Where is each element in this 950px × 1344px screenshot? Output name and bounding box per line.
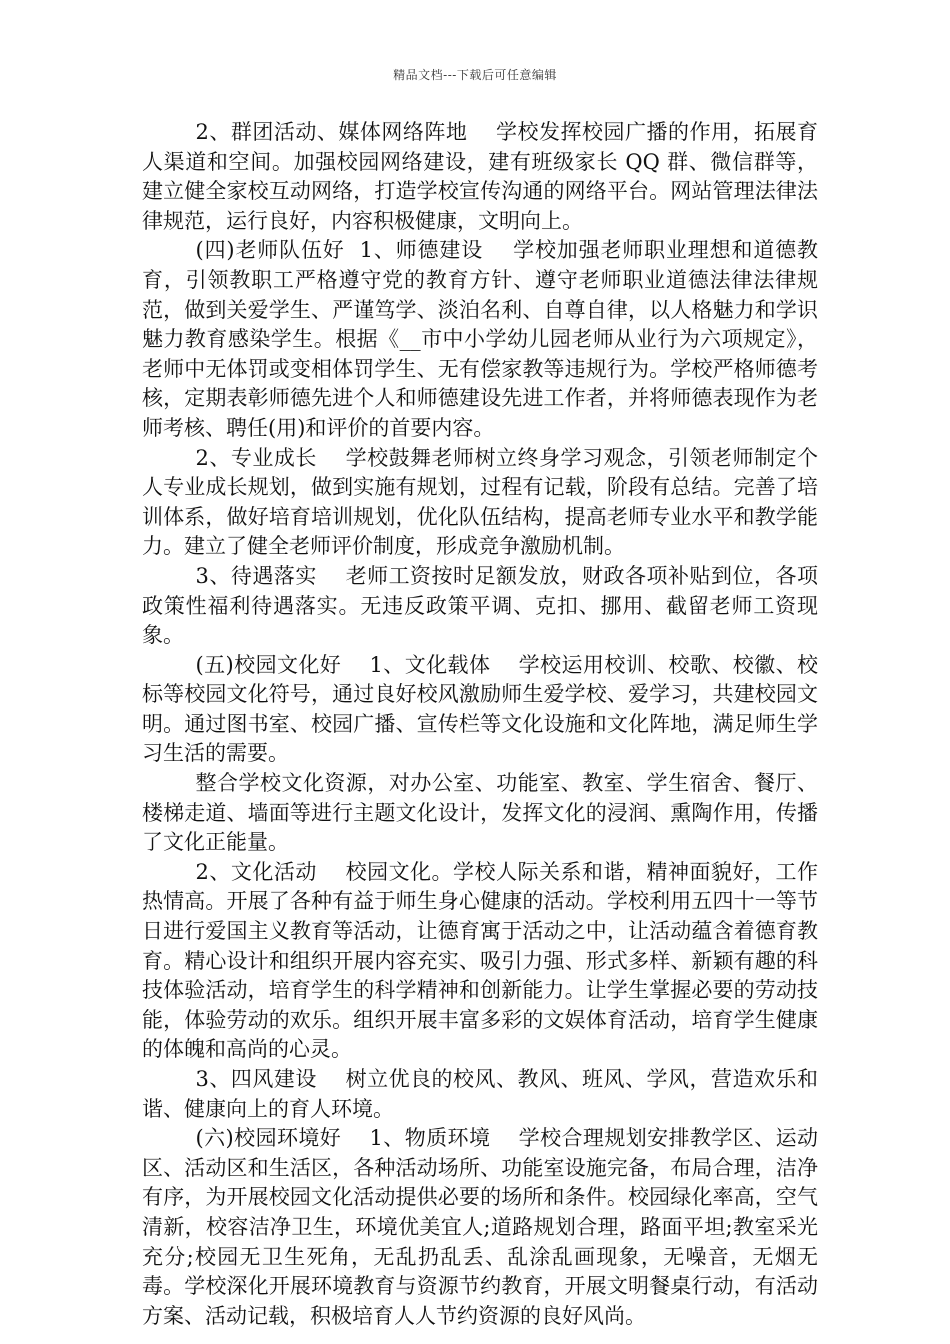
paragraph-campus-environment: (六)校园环境好 1、物质环境 学校合理规划安排教学区、运动区、活动区和生活区，各种活动场所、功能室设施完备，布局合理，洁净有序，为开展校园文化活动提供必要的场所和条件。校园绿化率高，空气清新，校容洁净卫生，环境优美宜人;道路规划合理，路面平坦;教室采光充分;校园无卫生死角，无乱扔乱丢、乱涂乱画现象，无噪音，无烟无毒。学校深化开展环境教育与资源节约教育，开展文明餐桌行动，有活动方案、活动记载，积极培育人人节约资源的良好风尚。 [142, 1126, 818, 1328]
paragraph-benefits: 3、待遇落实 老师工资按时足额发放，财政各项补贴到位，各项政策性福利待遇落实。无违反政策平调、克扣、挪用、截留老师工资现象。 [142, 563, 818, 648]
document-body [142, 118, 818, 1331]
page-header: 精品文档---下载后可任意编辑 [393, 68, 557, 82]
paragraph-four-styles: 3、四风建设 树立优良的校风、教风、班风、学风，营造欢乐和谐、健康向上的育人环境。 [142, 1067, 818, 1121]
paragraph-culture-activities: 2、文化活动 校园文化。学校人际关系和谐，精神面貌好，工作热情高。开展了各种有益于师生身心健康的活动。学校利用五四十一等节日进行爱国主义教育等活动，让德育寓于活动之中，让活动蕴含着德育教育。精心设计和组织开展内容充实、吸引力强、形式多样、新颖有趣的科技体验活动，培育学生的科学精神和创新能力。让学生掌握必要的劳动技能，体验劳动的欢乐。组织开展丰富多彩的文娱体育活动，培育学生健康的体魄和高尚的心灵。 [142, 859, 818, 1062]
paragraph-professional-growth: 2、专业成长 学校鼓舞老师树立终身学习观念，引领老师制定个人专业成长规划，做到实施有规划，过程有记载，阶段有总结。完善了培训体系，做好培育培训规划，优化队伍结构，提高老师专业水平和教学能力。建立了健全老师评价制度，形成竞争激励机制。 [142, 445, 818, 559]
paragraph-group-activities: 2、群团活动、媒体网络阵地 学校发挥校园广播的作用，拓展育人渠道和空间。加强校园网络建设，建有班级家长 QQ 群、微信群等，建立健全家校互动网络，打造学校宣传沟通的网络平台。网站管理法律法律规范，运行良好，内容积极健康，文明向上。 [142, 120, 818, 233]
paragraph-teacher-ethics: (四)老师队伍好 1、师德建设 学校加强老师职业理想和道德教育，引领教职工严格遵守党的教育方针、遵守老师职业道德法律法律规范，做到关爱学生、严谨笃学、淡泊名利、自尊自律，以人格魅力和学识魅力教育感染学生。根据《__市中小学幼儿园老师从业行为六项规定》，老师中无体罚或变相体罚学生、无有偿家教等违规行为。学校严格师德考核，定期表彰师德先进个人和师德建设先进工作者，并将师德表现作为老师考核、聘任(用)和评价的首要内容。 [142, 238, 818, 440]
paragraph-culture-carrier: (五)校园文化好 1、文化载体 学校运用校训、校歌、校徽、校标等校园文化符号，通过良好校风激励师生爱学校、爱学习，共建校园文明。通过图书室、校园广播、宣传栏等文化设施和文化阵地，满足师生学习生活的需要。 [142, 652, 818, 766]
paragraph-culture-resources: 整合学校文化资源，对办公室、功能室、教室、学生宿舍、餐厅、楼梯走道、墙面等进行主题文化设计，发挥文化的浸润、熏陶作用，传播了文化正能量。 [142, 771, 818, 855]
